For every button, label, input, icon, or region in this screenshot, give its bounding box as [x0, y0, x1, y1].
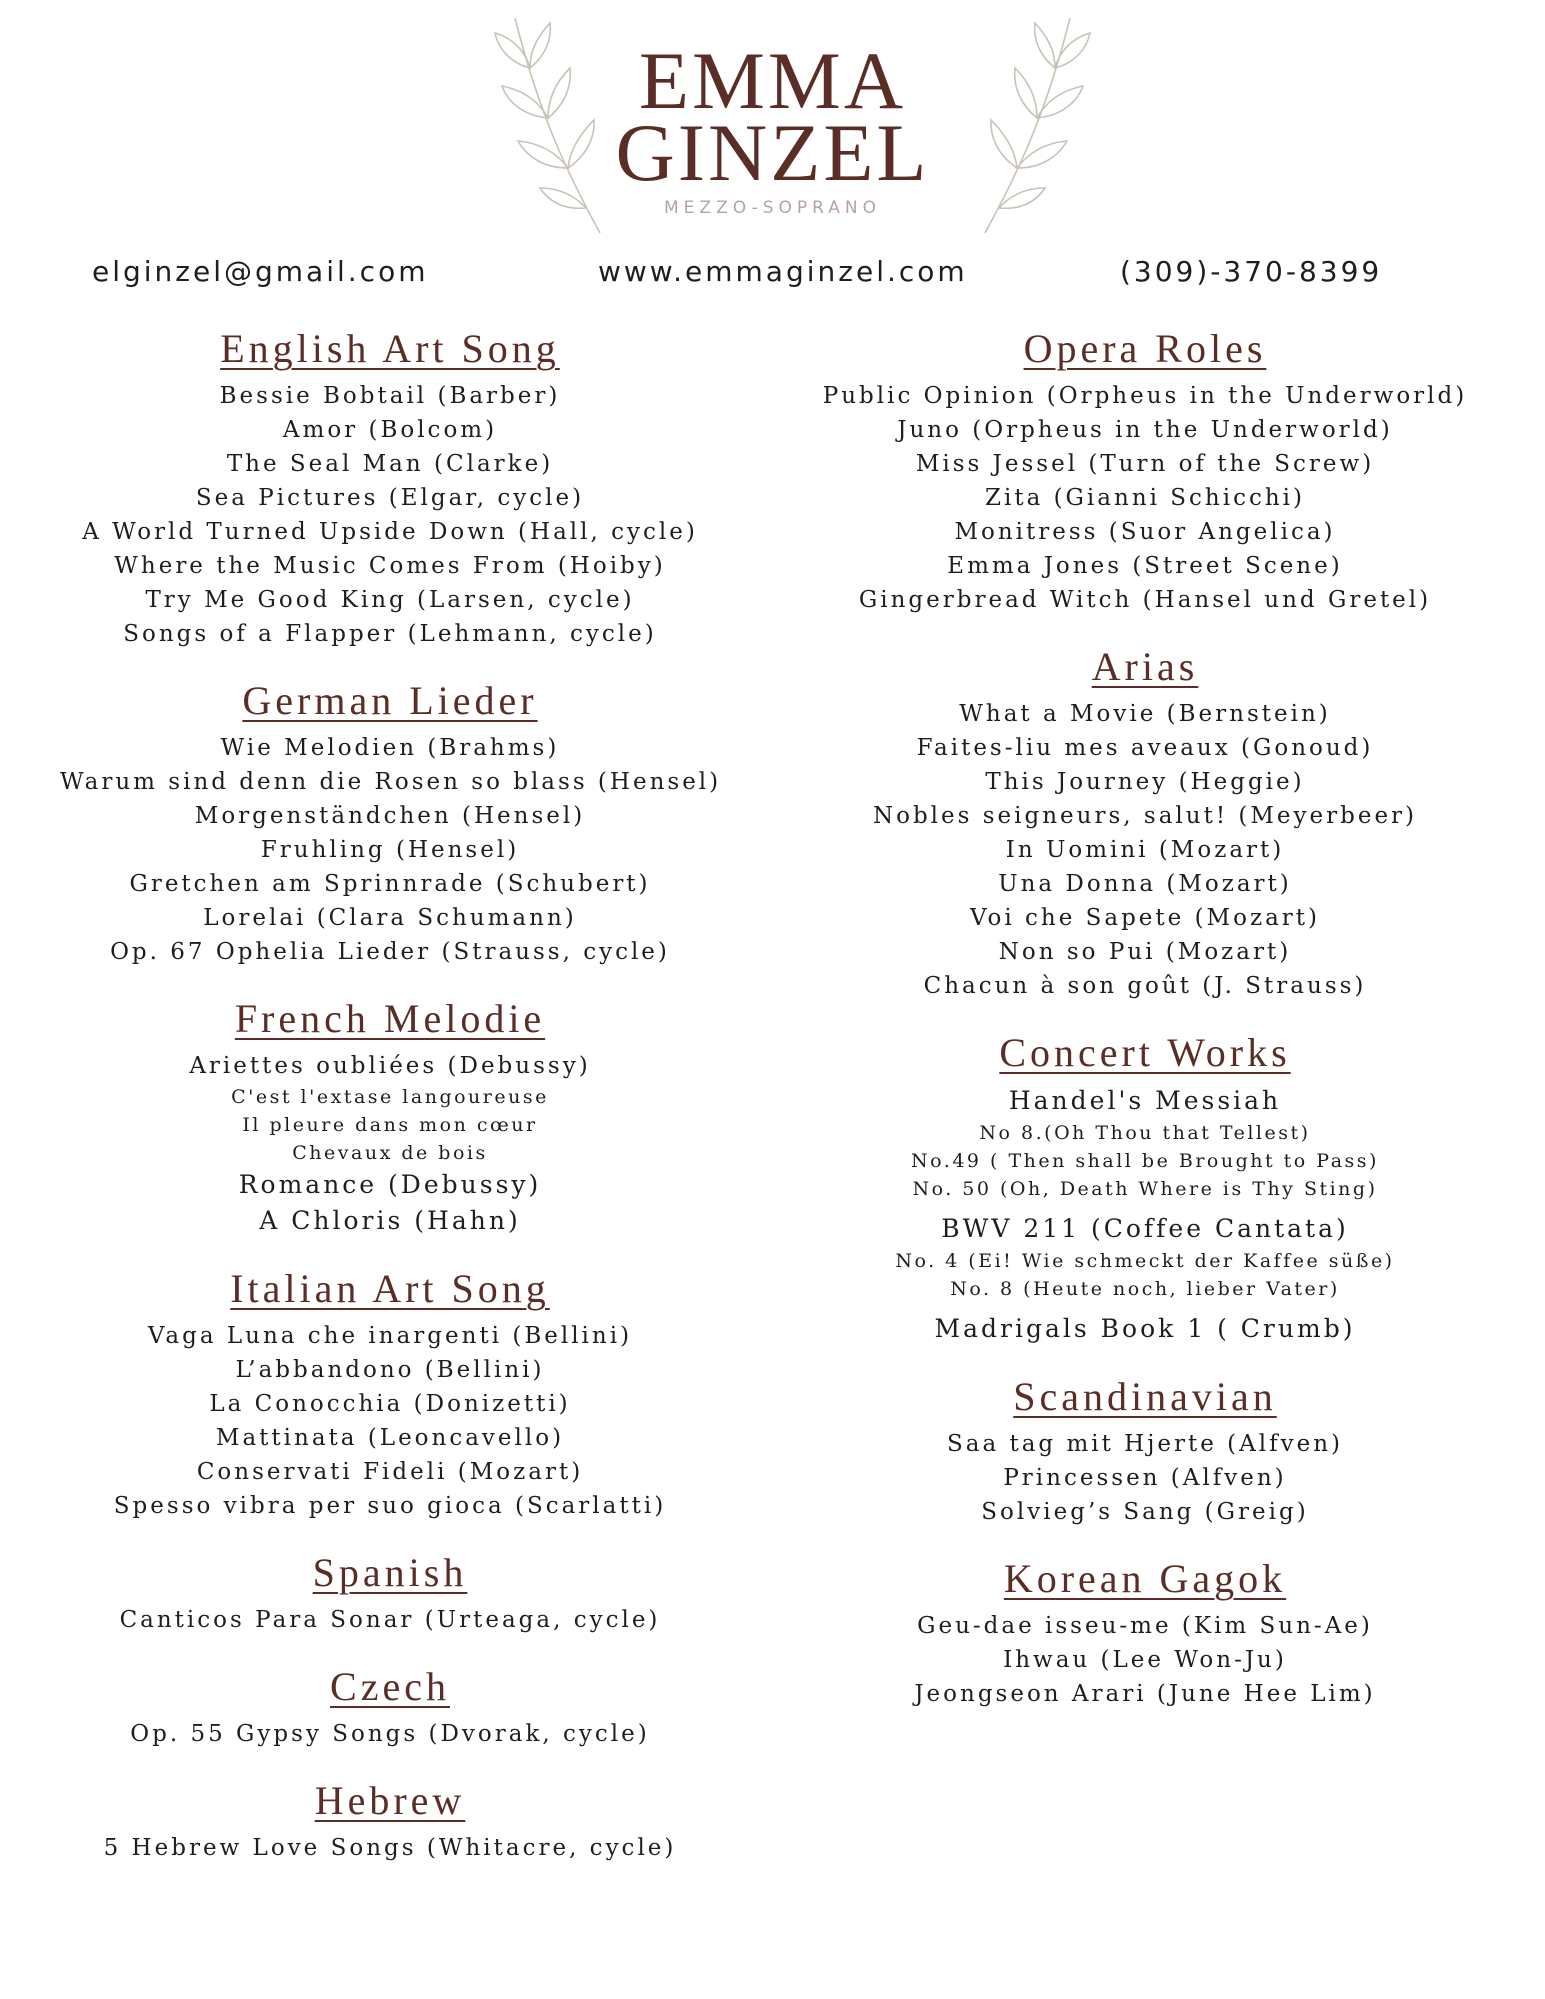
section-item-list	[815, 1427, 1475, 1529]
repertoire-section	[60, 995, 720, 1239]
repertoire-item: The Seal Man (Clarke)	[226, 451, 554, 477]
repertoire-item: Faites-liu mes aveaux (Gonoud)	[916, 735, 1374, 761]
repertoire-item: No. 50 (Oh, Death Where is Thy Sting)	[912, 1178, 1378, 1200]
repertoire-item: Try Me Good King (Larsen, cycle)	[145, 587, 635, 613]
repertoire-section	[815, 1029, 1475, 1347]
repertoire-section	[60, 1549, 720, 1637]
repertoire-item: A Chloris (Hahn)	[259, 1206, 521, 1235]
repertoire-item: Nobles seigneurs, salut! (Meyerbeer)	[872, 803, 1418, 829]
repertoire-item: Romance (Debussy)	[238, 1170, 542, 1199]
repertoire-item: Warum sind denn die Rosen so blass (Hensel)	[60, 769, 722, 795]
section-item-list	[60, 731, 720, 969]
section-item-list	[60, 1319, 720, 1523]
section-heading: Spanish	[312, 1550, 468, 1595]
repertoire-item: Songs of a Flapper (Lehmann, cycle)	[123, 621, 657, 647]
repertoire-item: Juno (Orpheus in the Underworld)	[897, 417, 1393, 443]
repertoire-item: Lorelai (Clara Schumann)	[203, 905, 577, 931]
repertoire-item: A World Turned Upside Down (Hall, cycle)	[82, 519, 698, 545]
name-first: EMMA	[638, 35, 907, 126]
repertoire-item: Sea Pictures (Elgar, cycle)	[195, 485, 585, 511]
section-item-list	[815, 697, 1475, 1003]
repertoire-item: Princessen (Alfven)	[1003, 1465, 1287, 1491]
repertoire-item: Geu-dae isseu-me (Kim Sun-Ae)	[917, 1613, 1373, 1639]
section-item-list	[60, 1831, 720, 1865]
section-heading: Hebrew	[314, 1778, 466, 1823]
section-heading: English Art Song	[220, 326, 560, 371]
contact-website[interactable]: www.emmaginzel.com	[598, 255, 968, 288]
repertoire-item: Op. 55 Gypsy Songs (Dvorak, cycle)	[130, 1721, 650, 1747]
repertoire-item: Vaga Luna che inargenti (Bellini)	[147, 1323, 633, 1349]
repertoire-item: Bessie Bobtail (Barber)	[219, 383, 561, 409]
repertoire-item: Ariettes oubliées (Debussy)	[189, 1053, 591, 1079]
section-item-list	[815, 1083, 1475, 1347]
section-item-list	[60, 1717, 720, 1751]
repertoire-item: Monitress (Suor Angelica)	[954, 519, 1336, 545]
repertoire-section	[60, 1777, 720, 1865]
repertoire-section	[815, 1373, 1475, 1529]
repertoire-item: 5 Hebrew Love Songs (Whitacre, cycle)	[103, 1835, 677, 1861]
repertoire-item: Jeongseon Arari (June Hee Lim)	[914, 1681, 1376, 1707]
repertoire-section	[60, 1663, 720, 1751]
repertoire-item: Zita (Gianni Schicchi)	[984, 485, 1306, 511]
repertoire-item: BWV 211 (Coffee Cantata)	[941, 1214, 1349, 1243]
repertoire-item: Spesso vibra per suo gioca (Scarlatti)	[113, 1493, 667, 1519]
repertoire-item: Amor (Bolcom)	[282, 417, 498, 443]
section-item-list	[60, 1603, 720, 1637]
repertoire-item: No 8.(Oh Thou that Tellest)	[979, 1122, 1311, 1144]
repertoire-item: No. 8 (Heute noch, lieber Vater)	[950, 1278, 1340, 1300]
section-heading: Arias	[1091, 644, 1199, 689]
repertoire-item: Una Donna (Mozart)	[998, 871, 1292, 897]
repertoire-item: Fruhling (Hensel)	[260, 837, 520, 863]
repertoire-item: Chacun à son goût (J. Strauss)	[923, 973, 1367, 999]
repertoire-right-column	[815, 325, 1475, 1737]
repertoire-section	[815, 325, 1475, 617]
repertoire-section	[60, 1265, 720, 1523]
section-heading: Scandinavian	[1013, 1374, 1277, 1419]
section-item-list	[815, 1609, 1475, 1711]
repertoire-item: Gingerbread Witch (Hansel und Gretel)	[858, 587, 1432, 613]
repertoire-item: Mattinata (Leoncavello)	[215, 1425, 565, 1451]
repertoire-item: Wie Melodien (Brahms)	[220, 735, 560, 761]
section-item-list	[60, 1049, 720, 1239]
repertoire-item: Madrigals Book 1 ( Crumb)	[934, 1314, 1356, 1343]
repertoire-item: Ihwau (Lee Won-Ju)	[1003, 1647, 1287, 1673]
repertoire-item: This Journey (Heggie)	[985, 769, 1305, 795]
repertoire-section	[60, 677, 720, 969]
repertoire-section	[815, 643, 1475, 1003]
repertoire-item: Miss Jessel (Turn of the Screw)	[915, 451, 1375, 477]
section-heading: Opera Roles	[1023, 326, 1267, 371]
section-heading: Italian Art Song	[230, 1266, 550, 1311]
repertoire-item: No.49 ( Then shall be Brought to Pass)	[911, 1150, 1379, 1172]
repertoire-item: In Uomini (Mozart)	[1005, 837, 1285, 863]
section-item-list	[815, 379, 1475, 617]
repertoire-item: Where the Music Comes From (Hoiby)	[114, 553, 666, 579]
repertoire-item: Gretchen am Sprinnrade (Schubert)	[129, 871, 651, 897]
contact-email[interactable]: elginzel@gmail.com	[92, 255, 429, 288]
contact-phone: (309)-370-8399	[1120, 255, 1383, 288]
repertoire-item: Handel's Messiah	[1008, 1086, 1282, 1115]
name-last: GINZEL	[615, 107, 930, 198]
repertoire-section	[60, 325, 720, 651]
repertoire-item: Emma Jones (Street Scene)	[947, 553, 1343, 579]
repertoire-left-column	[60, 325, 720, 1891]
section-heading: Czech	[330, 1664, 450, 1709]
repertoire-item: L’abbandono (Bellini)	[235, 1357, 545, 1383]
repertoire-item: La Conocchia (Donizetti)	[209, 1391, 571, 1417]
section-heading: Korean Gagok	[1003, 1556, 1287, 1601]
repertoire-item: Saa tag mit Hjerte (Alfven)	[946, 1431, 1343, 1457]
section-heading: French Melodie	[234, 996, 546, 1041]
section-heading: Concert Works	[999, 1030, 1291, 1075]
repertoire-item: Non so Pui (Mozart)	[998, 939, 1292, 965]
repertoire-item: Public Opinion (Orpheus in the Underworld)	[822, 383, 1468, 409]
repertoire-item: Il pleure dans mon cœur	[242, 1114, 538, 1136]
section-heading: German Lieder	[242, 678, 538, 723]
section-item-list	[60, 379, 720, 651]
repertoire-item: Voi che Sapete (Mozart)	[969, 905, 1320, 931]
repertoire-section	[815, 1555, 1475, 1711]
voice-type: MEZZO-SOPRANO	[664, 198, 881, 218]
repertoire-item: What a Movie (Bernstein)	[959, 701, 1331, 727]
repertoire-item: Solvieg’s Sang (Greig)	[981, 1499, 1309, 1525]
repertoire-item: No. 4 (Ei! Wie schmeckt der Kaffee süße)	[895, 1250, 1395, 1272]
repertoire-item: Conservati Fideli (Mozart)	[196, 1459, 584, 1485]
repertoire-item: Morgenständchen (Hensel)	[194, 803, 586, 829]
repertoire-item: C'est l'extase langoureuse	[231, 1086, 549, 1108]
repertoire-item: Chevaux de bois	[292, 1142, 488, 1164]
letterhead	[0, 0, 1545, 250]
repertoire-item: Canticos Para Sonar (Urteaga, cycle)	[119, 1607, 661, 1633]
repertoire-item: Op. 67 Ophelia Lieder (Strauss, cycle)	[110, 939, 670, 965]
